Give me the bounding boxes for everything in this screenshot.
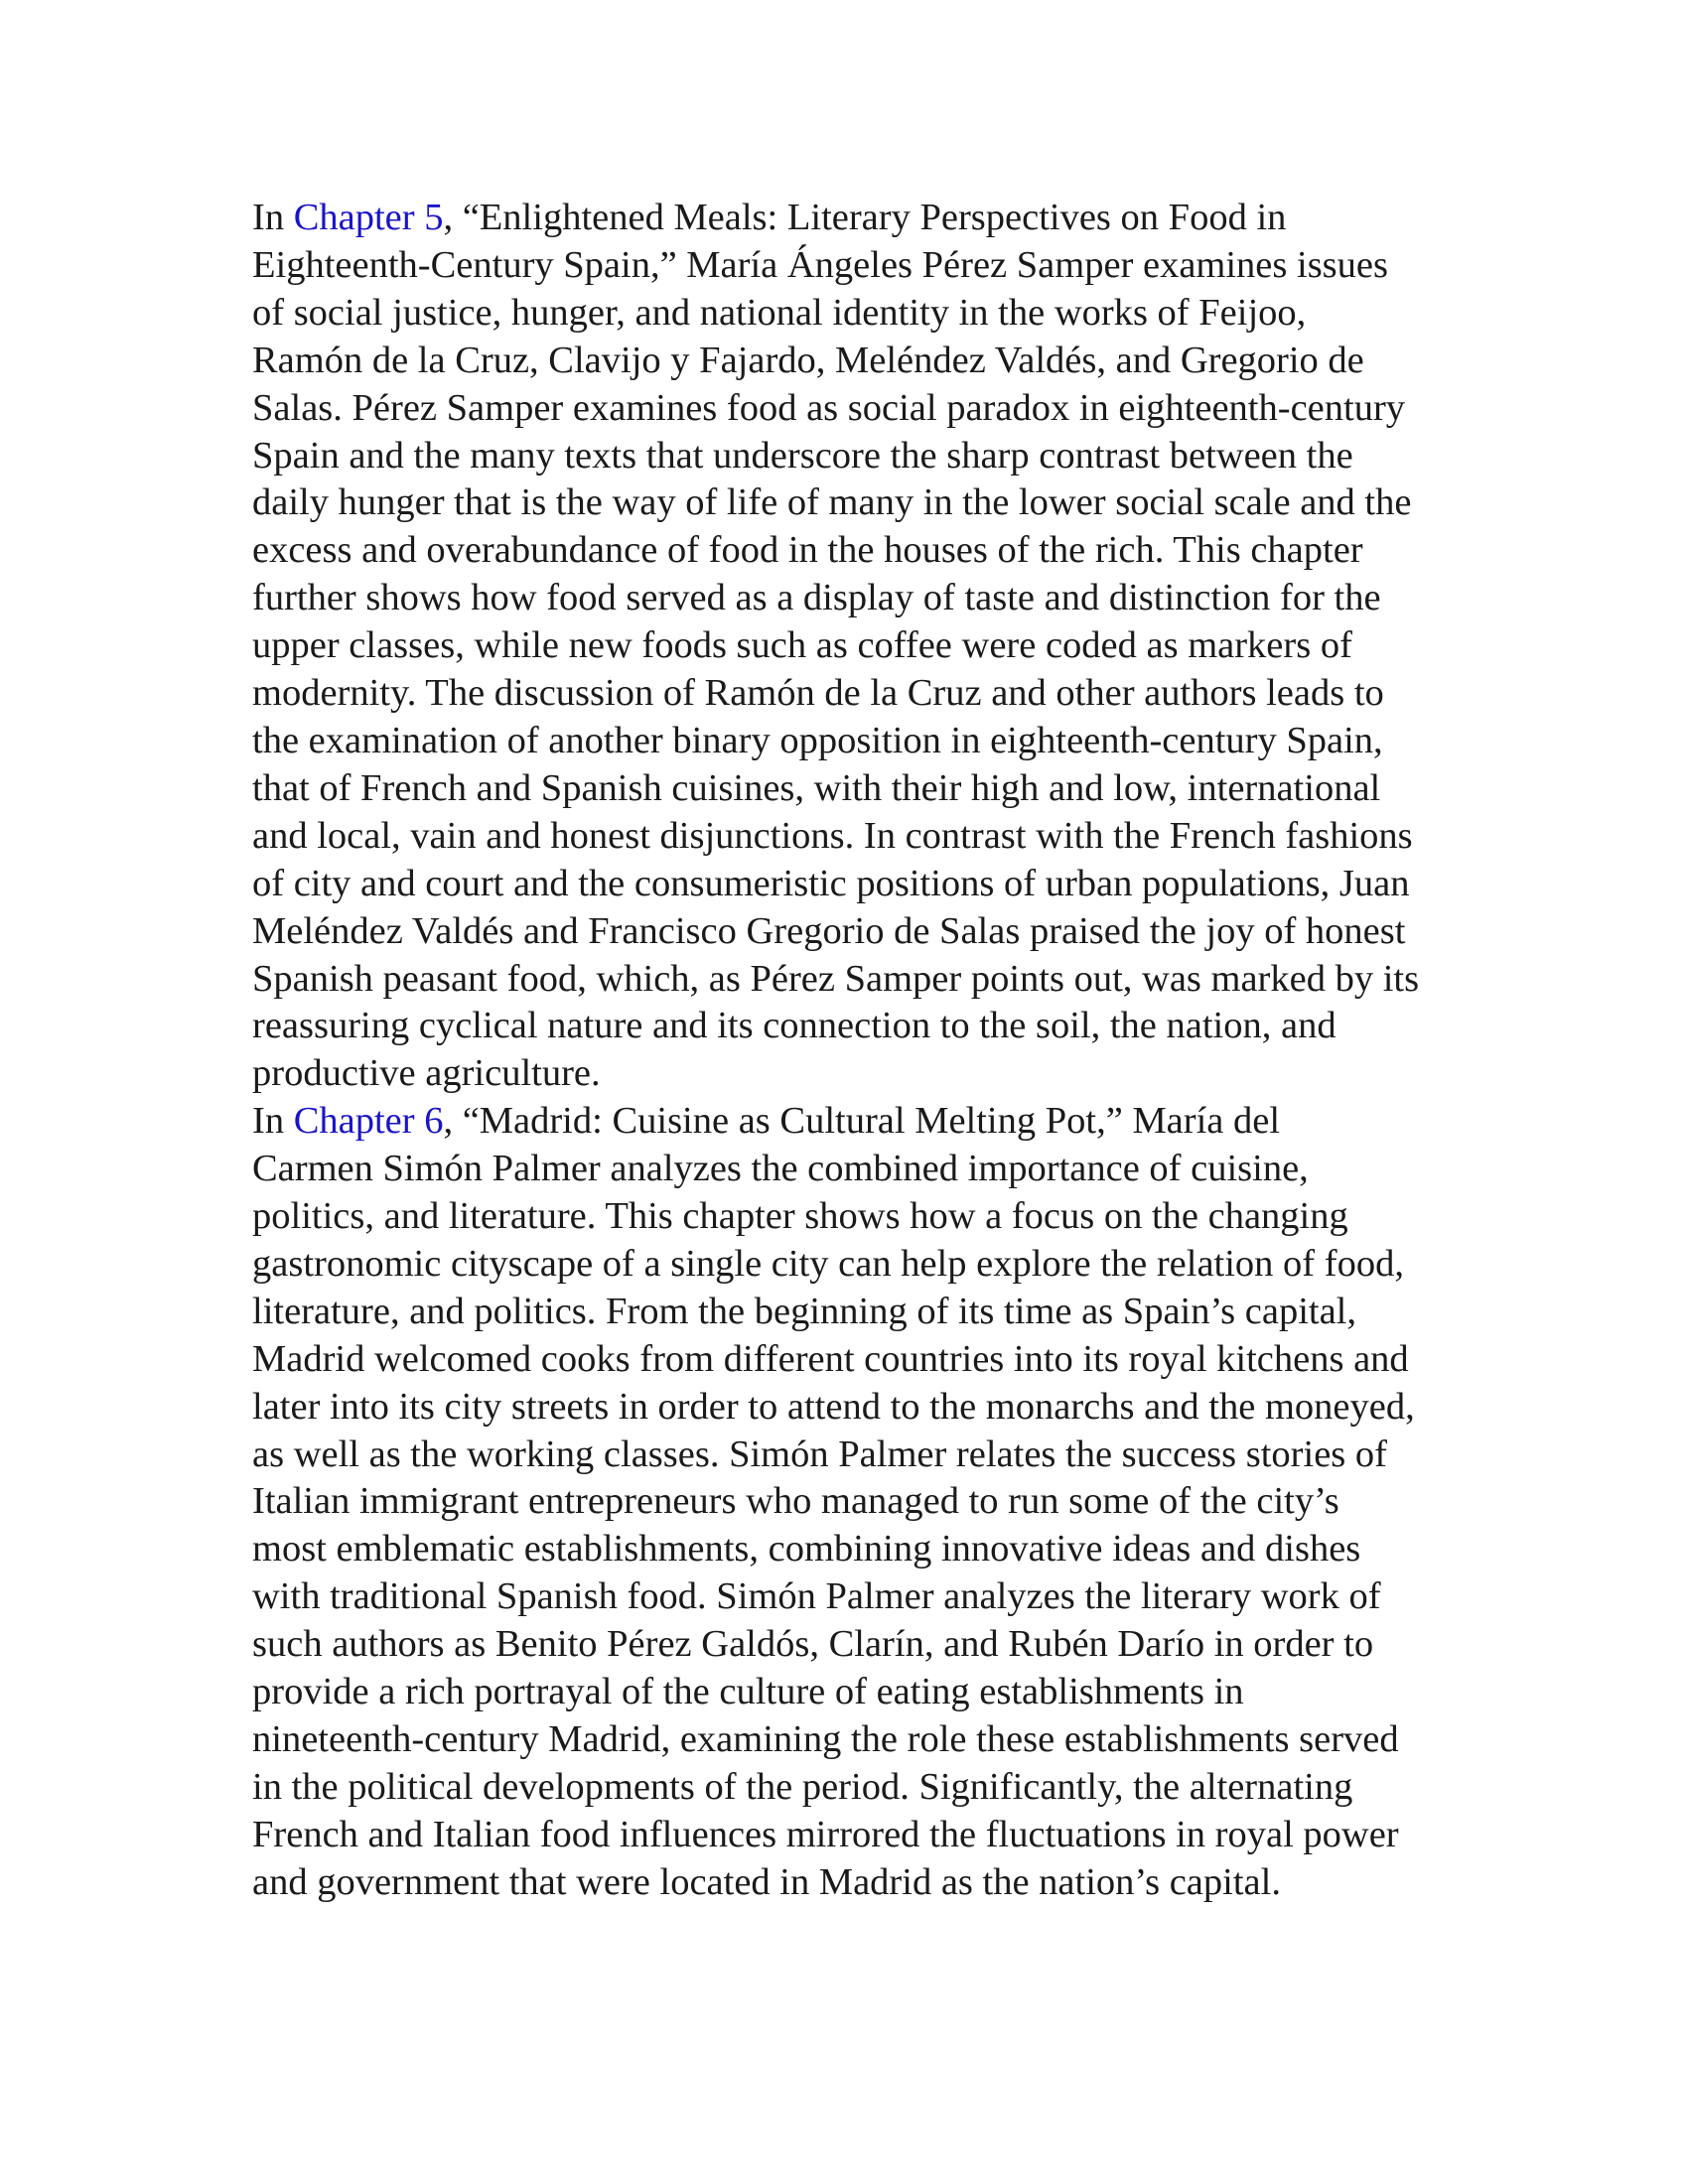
text-line: Carmen Simón Palmer analyzes the combined importance of cuisine, [252,1148,1309,1190]
text-line: Italian immigrant entrepreneurs who managed to run some of the city’s [252,1480,1339,1523]
text-line: Salas. Pérez Samper examines food as social paradox in eighteenth-century [252,386,1406,429]
paragraph-first-line [211,195,1501,242]
text-line: in the political developments of the period. Significantly, the alternating [252,1765,1353,1808]
chapter-5-link[interactable]: Chapter 5 [293,197,444,238]
text-line: and government that were located in Madrid as the nation’s capital. [252,1860,1281,1903]
text-line: of social justice, hunger, and national identity in the works of Feijoo, [252,291,1307,334]
text-line: further shows how food served as a display of taste and distinction for the [252,577,1381,619]
text-line: modernity. The discussion of Ramón de la Cruz and other authors leads to [252,672,1384,715]
line-suffix: , “Madrid: Cuisine as Cultural Melting Pot,” María del [443,1100,1281,1143]
text-line: Madrid welcomed cooks from different countries into its royal kitchens and [252,1337,1409,1380]
text-line: literature, and politics. From the beginning of its time as Spain’s capital, [252,1290,1357,1332]
text-line: such authors as Benito Pérez Galdós, Clarín, and Rubén Darío in order to [252,1623,1374,1666]
text-line: politics, and literature. This chapter shows how a focus on the changing [252,1195,1348,1238]
line-prefix: In [252,1100,294,1143]
text-line: excess and overabundance of food in the houses of the rich. This chapter [252,529,1363,572]
text-line: as well as the working classes. Simón Palmer relates the success stories of [252,1433,1387,1475]
text-line: reassuring cyclical nature and its connection to the soil, the nation, and [252,1005,1336,1047]
text-line: Eighteenth-Century Spain,” María Ángeles Pérez Samper examines issues [252,243,1388,286]
text-line: Spanish peasant food, which, as Pérez Samper points out, was marked by its [252,957,1420,1000]
chapter-6-link[interactable]: Chapter 6 [293,1100,444,1143]
text-line: productive agriculture. [252,1052,601,1095]
text-line: upper classes, while new foods such as coffee were coded as markers of [252,624,1352,667]
document-page [211,195,1501,1907]
text-line: Spain and the many texts that underscore the sharp contrast between the [252,434,1353,477]
text-line: of city and court and the consumeristic positions of urban populations, Juan [252,862,1410,904]
text-line: with traditional Spanish food. Simón Palmer analyzes the literary work of [252,1575,1381,1618]
line-suffix: , “Enlightened Meals: Literary Perspectives on Food in [443,197,1287,238]
paragraph-chapter-6 [211,1098,1501,1906]
text-line: Meléndez Valdés and Francisco Gregorio de Salas praised the joy of honest [252,909,1406,952]
paragraph-chapter-5 [211,195,1501,1098]
text-line: provide a rich portrayal of the culture of eating establishments in [252,1671,1244,1713]
text-line: daily hunger that is the way of life of many in the lower social scale and the [252,481,1412,524]
text-line: most emblematic establishments, combining innovative ideas and dishes [252,1528,1361,1570]
text-line: French and Italian food influences mirrored the fluctuations in royal power [252,1813,1399,1855]
line-prefix: In [252,197,294,238]
text-line: the examination of another binary opposition in eighteenth-century Spain, [252,719,1383,761]
text-line: and local, vain and honest disjunctions. In contrast with the French fashions [252,814,1413,857]
text-line: nineteenth-century Madrid, examining the role these establishments served [252,1718,1399,1760]
text-line: gastronomic cityscape of a single city can help explore the relation of food, [252,1242,1404,1285]
text-line: later into its city streets in order to attend to the monarchs and the moneyed, [252,1385,1415,1428]
text-line: Ramón de la Cruz, Clavijo y Fajardo, Meléndez Valdés, and Gregorio de [252,339,1364,381]
text-line: that of French and Spanish cuisines, with their high and low, international [252,766,1381,809]
paragraph-first-line [211,1098,1501,1146]
